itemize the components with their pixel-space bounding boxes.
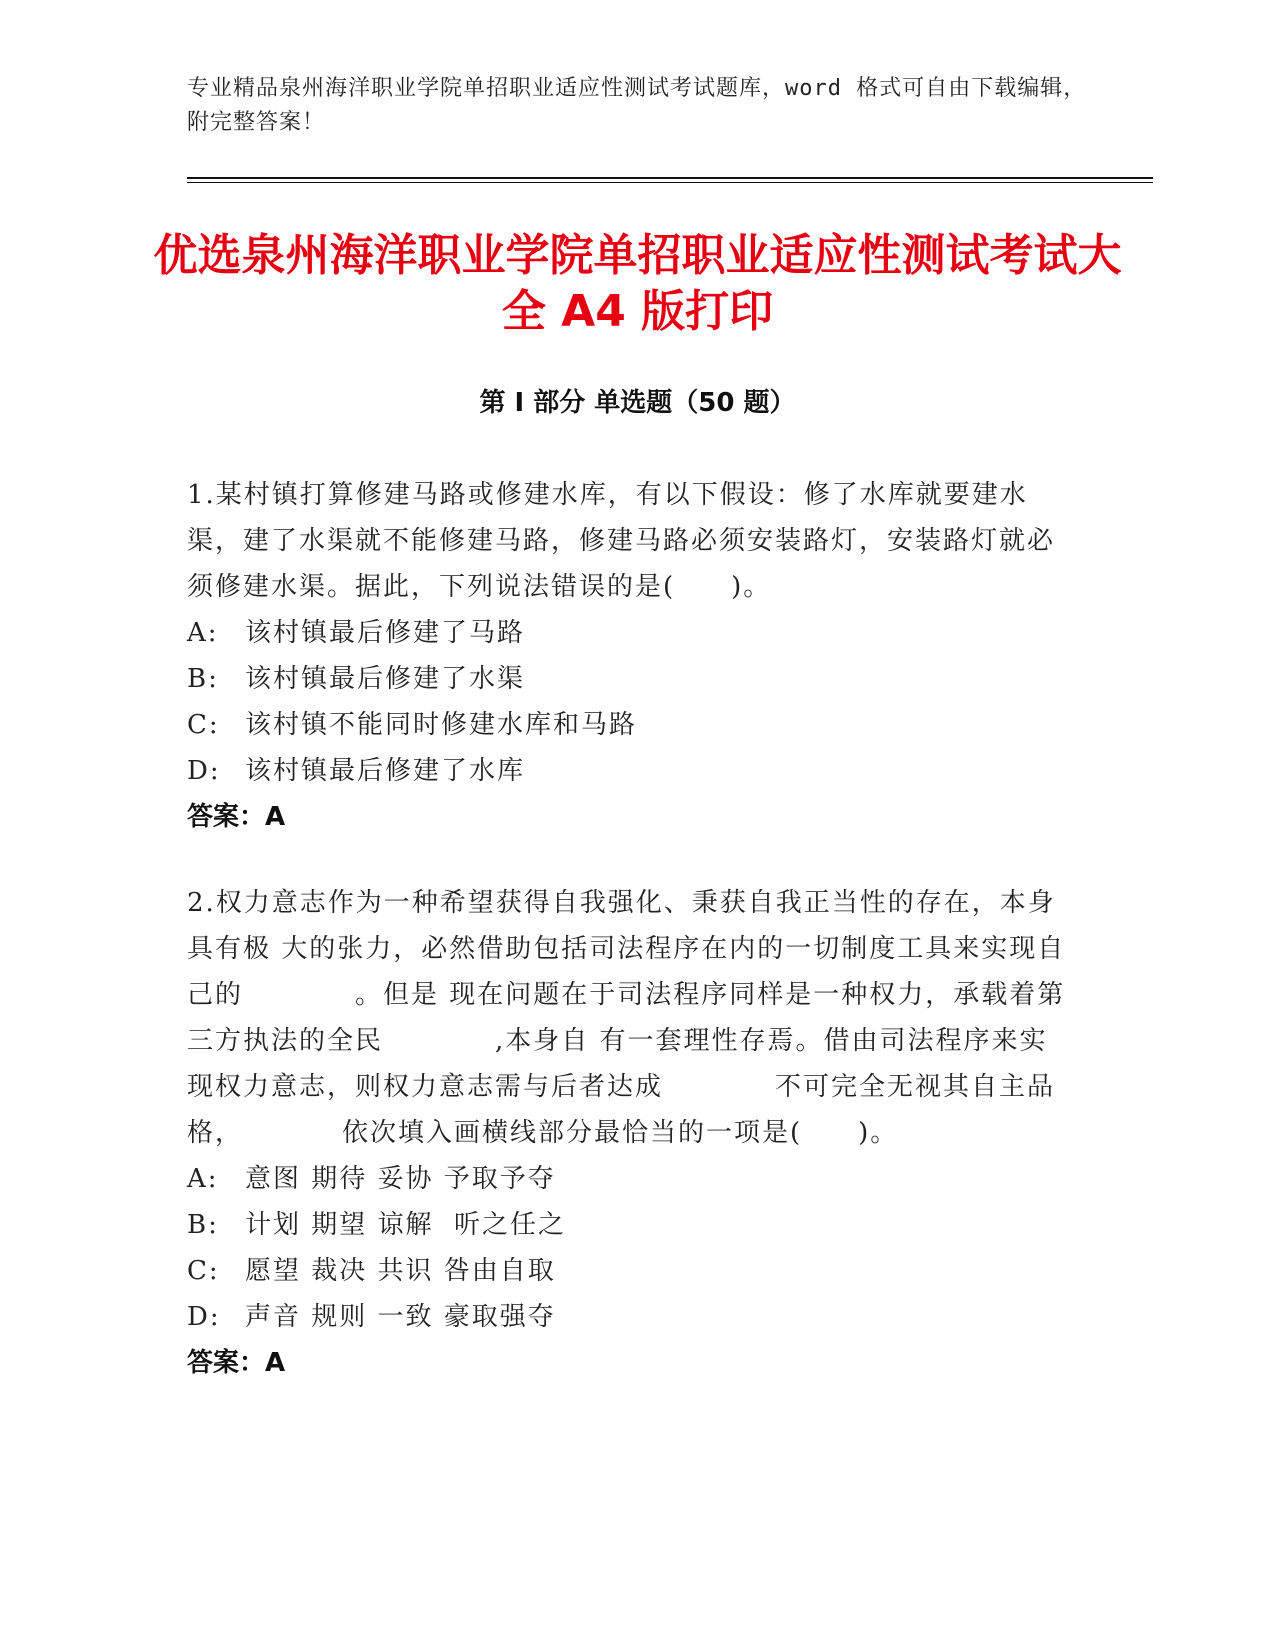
question-stem: 1.某村镇打算修建马路或修建水库，有以下假设：修了水库就要建水渠，建了水渠就不能修建马路，修建马路必须安装路灯，安装路灯就必须修建水渠。据此，下列说法错误的是( )。 (187, 480, 1056, 602)
answer-line: 答案：A (187, 802, 286, 832)
option-text: 意图 期待 妥协 予取予夺 (245, 1164, 556, 1194)
option-letter: A: (187, 618, 219, 648)
option-a (187, 610, 1067, 656)
option-letter: D: (187, 1302, 221, 1332)
option-a (187, 1156, 1067, 1202)
option-letter: D: (187, 756, 221, 786)
option-letter: B: (187, 1210, 219, 1240)
option-c (187, 1248, 1067, 1294)
answer-line: 答案：A (187, 1348, 286, 1378)
option-letter: B: (187, 664, 219, 694)
question-1 (187, 472, 1067, 840)
section-heading: 第 I 部分 单选题（50 题） (479, 388, 796, 418)
header-rule-thin (187, 182, 1153, 183)
option-b (187, 1202, 1067, 1248)
header-note: 专业精品泉州海洋职业学院单招职业适应性测试考试题库，word 格式可自由下载编辑，附完整答案！ (187, 76, 1087, 135)
option-text: 该村镇最后修建了马路 (245, 618, 526, 648)
question-stem: 2.权力意志作为一种希望获得自我强化、秉获自我正当性的存在，本身具有极 大的张力，必然借助包括司法程序在内的一切制度工具来实现自己的 。但是 现在问题在于司法程序同样是一种权力，承载着第三方执法的全民 ,本身自 有一套理性存焉。借由司法程序来实现权力意志，则权力意志需与后者达成 不可完全无视其自主品格， 依次填入画横线部分最恰当的一项是( )。 (187, 888, 1066, 1148)
option-c (187, 702, 1067, 748)
option-letter: C: (187, 710, 220, 740)
header-rule-thick (187, 177, 1153, 179)
option-text: 计划 期望 谅解 听之任之 (245, 1210, 567, 1240)
option-letter: C: (187, 1256, 220, 1286)
option-letter: A: (187, 1164, 219, 1194)
option-text: 该村镇最后修建了水渠 (245, 664, 526, 694)
option-text: 该村镇不能同时修建水库和马路 (245, 710, 638, 740)
option-d (187, 748, 1067, 794)
option-b (187, 656, 1067, 702)
option-text: 声音 规则 一致 豪取强夺 (245, 1302, 556, 1332)
option-d (187, 1294, 1067, 1340)
question-2 (187, 880, 1067, 1386)
option-text: 该村镇最后修建了水库 (245, 756, 526, 786)
option-text: 愿望 裁决 共识 咎由自取 (245, 1256, 556, 1286)
document-title: 优选泉州海洋职业学院单招职业适应性测试考试大全 A4 版打印 (153, 230, 1122, 337)
